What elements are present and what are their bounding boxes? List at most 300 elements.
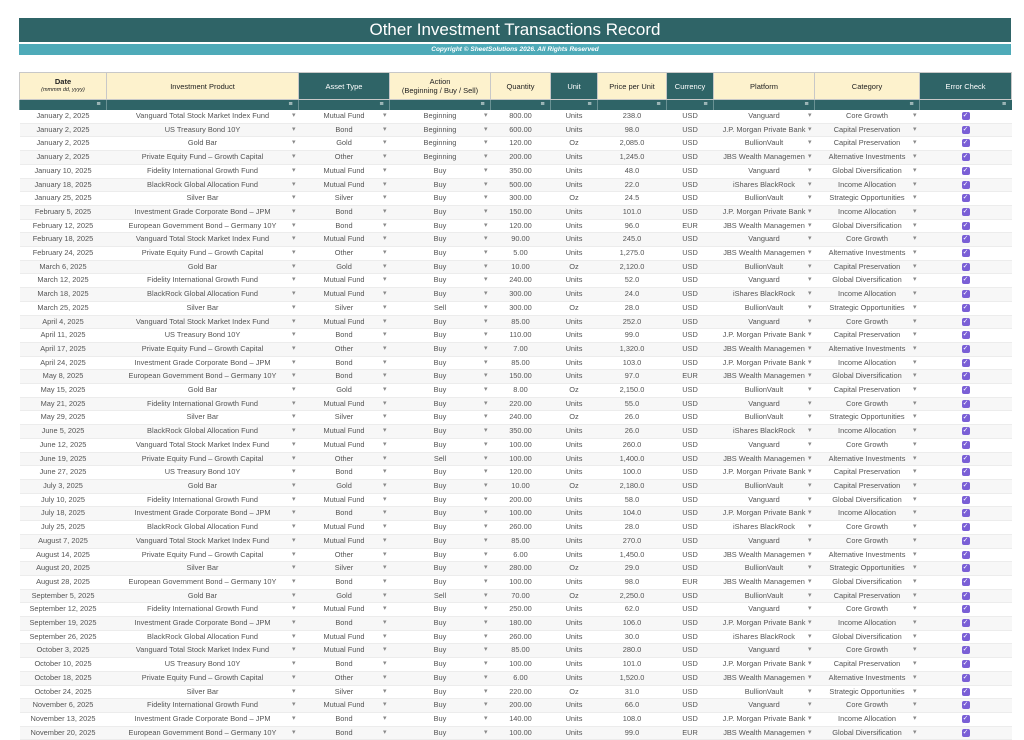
checkbox-checked-icon[interactable]: ✓ — [962, 673, 969, 681]
cell-action[interactable]: Beginning ▾ — [390, 110, 491, 123]
cell-category[interactable]: Strategic Opportunities ▾ — [815, 411, 920, 425]
cell-quantity[interactable]: 180.00 — [491, 617, 551, 631]
cell-asset-type[interactable]: Mutual Fund ▾ — [299, 233, 390, 247]
cell-platform[interactable]: iShares BlackRock ▾ — [714, 178, 815, 192]
checkbox-checked-icon[interactable]: ✓ — [962, 427, 969, 435]
filter-icon[interactable]: ≡ — [478, 101, 487, 109]
cell-price-per-unit[interactable]: 48.0 — [598, 164, 667, 178]
cell-unit[interactable]: Units — [551, 342, 598, 356]
cell-unit[interactable]: Units — [551, 123, 598, 137]
cell-unit[interactable]: Units — [551, 671, 598, 685]
cell-currency[interactable]: USD — [667, 562, 714, 576]
cell-category[interactable]: Core Growth ▾ — [815, 233, 920, 247]
cell-action[interactable]: Buy ▾ — [390, 479, 491, 493]
cell-category[interactable]: Capital Preservation ▾ — [815, 589, 920, 603]
cell-date[interactable]: September 26, 2025 — [20, 630, 107, 644]
cell-investment-product[interactable]: Vanguard Total Stock Market Index Fund ▾ — [107, 534, 299, 548]
checkbox-checked-icon[interactable]: ✓ — [962, 112, 969, 120]
cell-error-check[interactable] — [920, 411, 1012, 425]
cell-asset-type[interactable]: Bond ▾ — [299, 658, 390, 672]
cell-quantity[interactable]: 600.00 — [491, 123, 551, 137]
cell-platform[interactable]: J.P. Morgan Private Bank ▾ — [714, 658, 815, 672]
cell-category[interactable]: Core Growth ▾ — [815, 699, 920, 713]
cell-currency[interactable]: USD — [667, 425, 714, 439]
cell-error-check[interactable] — [920, 726, 1012, 740]
cell-action[interactable]: Buy ▾ — [390, 370, 491, 384]
cell-price-per-unit[interactable]: 28.0 — [598, 301, 667, 315]
cell-quantity[interactable]: 85.00 — [491, 356, 551, 370]
cell-investment-product[interactable]: Vanguard Total Stock Market Index Fund ▾ — [107, 438, 299, 452]
cell-price-per-unit[interactable]: 1,275.0 — [598, 247, 667, 261]
cell-error-check[interactable] — [920, 699, 1012, 713]
cell-platform[interactable]: Vanguard ▾ — [714, 644, 815, 658]
cell-quantity[interactable]: 800.00 — [491, 110, 551, 123]
cell-quantity[interactable]: 100.00 — [491, 658, 551, 672]
cell-price-per-unit[interactable]: 2,120.0 — [598, 260, 667, 274]
cell-price-per-unit[interactable]: 99.0 — [598, 726, 667, 740]
cell-price-per-unit[interactable]: 1,320.0 — [598, 342, 667, 356]
cell-asset-type[interactable]: Mutual Fund ▾ — [299, 178, 390, 192]
cell-quantity[interactable]: 10.00 — [491, 479, 551, 493]
cell-investment-product[interactable]: Investment Grade Corporate Bond – JPM ▾ — [107, 205, 299, 219]
cell-currency[interactable]: USD — [667, 123, 714, 137]
cell-action[interactable]: Buy ▾ — [390, 205, 491, 219]
cell-quantity[interactable]: 85.00 — [491, 644, 551, 658]
cell-date[interactable]: February 24, 2025 — [20, 247, 107, 261]
cell-currency[interactable]: USD — [667, 192, 714, 206]
cell-currency[interactable]: USD — [667, 233, 714, 247]
cell-date[interactable]: January 2, 2025 — [20, 151, 107, 165]
cell-action[interactable]: Buy ▾ — [390, 466, 491, 480]
cell-currency[interactable]: USD — [667, 411, 714, 425]
checkbox-checked-icon[interactable]: ✓ — [962, 454, 969, 462]
cell-action[interactable]: Buy ▾ — [390, 712, 491, 726]
cell-platform[interactable]: iShares BlackRock ▾ — [714, 288, 815, 302]
cell-category[interactable]: Core Growth ▾ — [815, 110, 920, 123]
cell-asset-type[interactable]: Bond ▾ — [299, 205, 390, 219]
cell-investment-product[interactable]: Gold Bar ▾ — [107, 479, 299, 493]
cell-error-check[interactable] — [920, 315, 1012, 329]
cell-category[interactable]: Core Growth ▾ — [815, 534, 920, 548]
checkbox-checked-icon[interactable]: ✓ — [962, 523, 969, 531]
checkbox-checked-icon[interactable]: ✓ — [962, 317, 969, 325]
cell-currency[interactable]: USD — [667, 301, 714, 315]
cell-date[interactable]: May 15, 2025 — [20, 384, 107, 398]
cell-price-per-unit[interactable]: 2,150.0 — [598, 384, 667, 398]
checkbox-checked-icon[interactable]: ✓ — [962, 221, 969, 229]
cell-asset-type[interactable]: Bond ▾ — [299, 466, 390, 480]
cell-price-per-unit[interactable]: 22.0 — [598, 178, 667, 192]
cell-unit[interactable]: Units — [551, 630, 598, 644]
cell-asset-type[interactable]: Mutual Fund ▾ — [299, 315, 390, 329]
cell-error-check[interactable] — [920, 397, 1012, 411]
cell-platform[interactable]: JBS Wealth Managemen ▾ — [714, 671, 815, 685]
checkbox-checked-icon[interactable]: ✓ — [962, 345, 969, 352]
cell-quantity[interactable]: 100.00 — [491, 575, 551, 589]
cell-currency[interactable]: USD — [667, 685, 714, 699]
cell-price-per-unit[interactable]: 98.0 — [598, 575, 667, 589]
cell-action[interactable]: Buy ▾ — [390, 342, 491, 356]
filter-icon[interactable]: ≡ — [654, 101, 663, 109]
cell-currency[interactable]: USD — [667, 548, 714, 562]
cell-error-check[interactable] — [920, 123, 1012, 137]
cell-unit[interactable]: Oz — [551, 137, 598, 151]
checkbox-checked-icon[interactable]: ✓ — [962, 303, 969, 311]
cell-price-per-unit[interactable]: 101.0 — [598, 658, 667, 672]
cell-asset-type[interactable]: Mutual Fund ▾ — [299, 630, 390, 644]
cell-category[interactable]: Income Allocation ▾ — [815, 356, 920, 370]
cell-error-check[interactable] — [920, 370, 1012, 384]
cell-currency[interactable]: USD — [667, 397, 714, 411]
cell-error-check[interactable] — [920, 274, 1012, 288]
cell-category[interactable]: Global Diversification ▾ — [815, 575, 920, 589]
cell-currency[interactable]: EUR — [667, 726, 714, 740]
cell-error-check[interactable] — [920, 466, 1012, 480]
cell-asset-type[interactable]: Mutual Fund ▾ — [299, 493, 390, 507]
cell-asset-type[interactable]: Bond ▾ — [299, 617, 390, 631]
cell-date[interactable]: January 2, 2025 — [20, 123, 107, 137]
cell-unit[interactable]: Units — [551, 315, 598, 329]
cell-date[interactable]: January 2, 2025 — [20, 137, 107, 151]
cell-platform[interactable]: Vanguard ▾ — [714, 397, 815, 411]
cell-unit[interactable]: Units — [551, 548, 598, 562]
cell-date[interactable]: July 10, 2025 — [20, 493, 107, 507]
cell-platform[interactable]: Vanguard ▾ — [714, 603, 815, 617]
cell-investment-product[interactable]: Vanguard Total Stock Market Index Fund ▾ — [107, 315, 299, 329]
cell-category[interactable]: Income Allocation ▾ — [815, 425, 920, 439]
cell-asset-type[interactable]: Silver ▾ — [299, 562, 390, 576]
cell-asset-type[interactable]: Silver ▾ — [299, 411, 390, 425]
cell-quantity[interactable]: 10.00 — [491, 260, 551, 274]
cell-currency[interactable]: USD — [667, 534, 714, 548]
cell-currency[interactable]: USD — [667, 507, 714, 521]
checkbox-checked-icon[interactable]: ✓ — [962, 687, 969, 695]
cell-quantity[interactable]: 300.00 — [491, 192, 551, 206]
cell-unit[interactable]: Units — [551, 274, 598, 288]
cell-platform[interactable]: Vanguard ▾ — [714, 110, 815, 123]
checkbox-checked-icon[interactable]: ✓ — [962, 235, 969, 243]
cell-date[interactable]: September 5, 2025 — [20, 589, 107, 603]
cell-date[interactable]: November 6, 2025 — [20, 699, 107, 713]
cell-platform[interactable]: JBS Wealth Managemen ▾ — [714, 726, 815, 740]
checkbox-checked-icon[interactable]: ✓ — [962, 331, 969, 339]
cell-action[interactable]: Buy ▾ — [390, 575, 491, 589]
cell-investment-product[interactable]: Silver Bar ▾ — [107, 301, 299, 315]
cell-category[interactable]: Global Diversification ▾ — [815, 164, 920, 178]
cell-quantity[interactable]: 150.00 — [491, 370, 551, 384]
filter-icon[interactable]: ≡ — [286, 101, 295, 109]
cell-price-per-unit[interactable]: 28.0 — [598, 521, 667, 535]
cell-currency[interactable]: USD — [667, 466, 714, 480]
cell-quantity[interactable]: 140.00 — [491, 712, 551, 726]
filter-icon[interactable]: ≡ — [538, 101, 547, 109]
cell-platform[interactable]: J.P. Morgan Private Bank ▾ — [714, 205, 815, 219]
checkbox-checked-icon[interactable]: ✓ — [962, 660, 969, 668]
cell-asset-type[interactable]: Mutual Fund ▾ — [299, 644, 390, 658]
cell-currency[interactable]: USD — [667, 479, 714, 493]
cell-unit[interactable]: Units — [551, 521, 598, 535]
cell-action[interactable]: Buy ▾ — [390, 192, 491, 206]
checkbox-checked-icon[interactable]: ✓ — [962, 646, 969, 654]
cell-error-check[interactable] — [920, 342, 1012, 356]
cell-action[interactable]: Buy ▾ — [390, 233, 491, 247]
cell-unit[interactable]: Units — [551, 493, 598, 507]
cell-action[interactable]: Buy ▾ — [390, 521, 491, 535]
cell-investment-product[interactable]: Private Equity Fund – Growth Capital ▾ — [107, 452, 299, 466]
cell-asset-type[interactable]: Bond ▾ — [299, 219, 390, 233]
cell-date[interactable]: March 6, 2025 — [20, 260, 107, 274]
checkbox-checked-icon[interactable]: ✓ — [962, 207, 969, 215]
cell-unit[interactable]: Units — [551, 151, 598, 165]
cell-error-check[interactable] — [920, 493, 1012, 507]
cell-category[interactable]: Alternative Investments ▾ — [815, 342, 920, 356]
cell-asset-type[interactable]: Bond ▾ — [299, 356, 390, 370]
cell-currency[interactable]: EUR — [667, 370, 714, 384]
checkbox-checked-icon[interactable]: ✓ — [962, 701, 969, 709]
cell-error-check[interactable] — [920, 685, 1012, 699]
cell-unit[interactable]: Units — [551, 452, 598, 466]
cell-investment-product[interactable]: Fidelity International Growth Fund ▾ — [107, 164, 299, 178]
cell-asset-type[interactable]: Other ▾ — [299, 671, 390, 685]
cell-platform[interactable]: Vanguard ▾ — [714, 274, 815, 288]
cell-error-check[interactable] — [920, 452, 1012, 466]
cell-platform[interactable]: iShares BlackRock ▾ — [714, 425, 815, 439]
cell-asset-type[interactable]: Bond ▾ — [299, 507, 390, 521]
cell-date[interactable]: October 3, 2025 — [20, 644, 107, 658]
cell-error-check[interactable] — [920, 671, 1012, 685]
cell-action[interactable]: Buy ▾ — [390, 562, 491, 576]
cell-currency[interactable]: USD — [667, 617, 714, 631]
cell-action[interactable]: Buy ▾ — [390, 315, 491, 329]
cell-unit[interactable]: Units — [551, 699, 598, 713]
checkbox-checked-icon[interactable]: ✓ — [962, 591, 969, 599]
cell-price-per-unit[interactable]: 1,245.0 — [598, 151, 667, 165]
cell-quantity[interactable]: 220.00 — [491, 685, 551, 699]
cell-error-check[interactable] — [920, 288, 1012, 302]
cell-date[interactable]: March 12, 2025 — [20, 274, 107, 288]
cell-date[interactable]: October 18, 2025 — [20, 671, 107, 685]
cell-quantity[interactable]: 110.00 — [491, 329, 551, 343]
cell-quantity[interactable]: 120.00 — [491, 466, 551, 480]
cell-platform[interactable]: J.P. Morgan Private Bank ▾ — [714, 712, 815, 726]
filter-icon[interactable]: ≡ — [701, 101, 710, 109]
cell-error-check[interactable] — [920, 425, 1012, 439]
cell-category[interactable]: Strategic Opportunities ▾ — [815, 192, 920, 206]
checkbox-checked-icon[interactable]: ✓ — [962, 372, 969, 380]
cell-date[interactable]: February 5, 2025 — [20, 205, 107, 219]
cell-quantity[interactable]: 150.00 — [491, 205, 551, 219]
cell-unit[interactable]: Units — [551, 397, 598, 411]
cell-action[interactable]: Sell ▾ — [390, 589, 491, 603]
cell-action[interactable]: Buy ▾ — [390, 630, 491, 644]
cell-quantity[interactable]: 260.00 — [491, 521, 551, 535]
cell-date[interactable]: May 29, 2025 — [20, 411, 107, 425]
cell-action[interactable]: Buy ▾ — [390, 425, 491, 439]
cell-error-check[interactable] — [920, 658, 1012, 672]
cell-platform[interactable]: J.P. Morgan Private Bank ▾ — [714, 329, 815, 343]
cell-asset-type[interactable]: Bond ▾ — [299, 712, 390, 726]
cell-price-per-unit[interactable]: 97.0 — [598, 370, 667, 384]
cell-platform[interactable]: JBS Wealth Managemen ▾ — [714, 151, 815, 165]
cell-price-per-unit[interactable]: 62.0 — [598, 603, 667, 617]
checkbox-checked-icon[interactable]: ✓ — [962, 577, 969, 585]
cell-date[interactable]: July 18, 2025 — [20, 507, 107, 521]
cell-price-per-unit[interactable]: 31.0 — [598, 685, 667, 699]
cell-action[interactable]: Buy ▾ — [390, 548, 491, 562]
cell-category[interactable]: Global Diversification ▾ — [815, 219, 920, 233]
cell-currency[interactable]: USD — [667, 342, 714, 356]
cell-currency[interactable]: USD — [667, 438, 714, 452]
cell-platform[interactable]: Vanguard ▾ — [714, 699, 815, 713]
cell-price-per-unit[interactable]: 58.0 — [598, 493, 667, 507]
cell-unit[interactable]: Units — [551, 712, 598, 726]
cell-category[interactable]: Alternative Investments ▾ — [815, 548, 920, 562]
cell-currency[interactable]: USD — [667, 329, 714, 343]
checkbox-checked-icon[interactable]: ✓ — [962, 468, 969, 476]
cell-currency[interactable]: USD — [667, 644, 714, 658]
cell-price-per-unit[interactable]: 252.0 — [598, 315, 667, 329]
cell-investment-product[interactable]: BlackRock Global Allocation Fund ▾ — [107, 288, 299, 302]
cell-date[interactable]: August 20, 2025 — [20, 562, 107, 576]
checkbox-checked-icon[interactable]: ✓ — [962, 386, 969, 394]
checkbox-checked-icon[interactable]: ✓ — [962, 495, 969, 503]
cell-asset-type[interactable]: Bond ▾ — [299, 575, 390, 589]
cell-asset-type[interactable]: Other ▾ — [299, 151, 390, 165]
cell-investment-product[interactable]: Investment Grade Corporate Bond – JPM ▾ — [107, 712, 299, 726]
cell-asset-type[interactable]: Gold ▾ — [299, 384, 390, 398]
cell-quantity[interactable]: 5.00 — [491, 247, 551, 261]
cell-error-check[interactable] — [920, 247, 1012, 261]
checkbox-checked-icon[interactable]: ✓ — [962, 564, 969, 572]
cell-date[interactable]: January 25, 2025 — [20, 192, 107, 206]
cell-date[interactable]: January 18, 2025 — [20, 178, 107, 192]
cell-unit[interactable]: Units — [551, 329, 598, 343]
cell-asset-type[interactable]: Other ▾ — [299, 548, 390, 562]
cell-unit[interactable]: Oz — [551, 384, 598, 398]
cell-category[interactable]: Global Diversification ▾ — [815, 370, 920, 384]
cell-unit[interactable]: Units — [551, 658, 598, 672]
cell-investment-product[interactable]: European Government Bond – Germany 10Y ▾ — [107, 575, 299, 589]
cell-investment-product[interactable]: BlackRock Global Allocation Fund ▾ — [107, 178, 299, 192]
cell-quantity[interactable]: 200.00 — [491, 151, 551, 165]
cell-platform[interactable]: BullionVault ▾ — [714, 685, 815, 699]
checkbox-checked-icon[interactable]: ✓ — [962, 166, 969, 174]
cell-price-per-unit[interactable]: 1,400.0 — [598, 452, 667, 466]
cell-category[interactable]: Income Allocation ▾ — [815, 178, 920, 192]
cell-investment-product[interactable]: Private Equity Fund – Growth Capital ▾ — [107, 342, 299, 356]
cell-investment-product[interactable]: Gold Bar ▾ — [107, 384, 299, 398]
cell-error-check[interactable] — [920, 479, 1012, 493]
cell-asset-type[interactable]: Bond ▾ — [299, 370, 390, 384]
cell-category[interactable]: Income Allocation ▾ — [815, 507, 920, 521]
cell-price-per-unit[interactable]: 30.0 — [598, 630, 667, 644]
cell-category[interactable]: Strategic Opportunities ▾ — [815, 301, 920, 315]
cell-investment-product[interactable]: Vanguard Total Stock Market Index Fund ▾ — [107, 644, 299, 658]
cell-currency[interactable]: USD — [667, 356, 714, 370]
cell-currency[interactable]: USD — [667, 384, 714, 398]
cell-quantity[interactable]: 200.00 — [491, 493, 551, 507]
checkbox-checked-icon[interactable]: ✓ — [962, 619, 969, 627]
cell-currency[interactable]: USD — [667, 247, 714, 261]
cell-quantity[interactable]: 220.00 — [491, 397, 551, 411]
cell-unit[interactable]: Units — [551, 425, 598, 439]
cell-category[interactable]: Core Growth ▾ — [815, 315, 920, 329]
cell-unit[interactable]: Units — [551, 603, 598, 617]
cell-investment-product[interactable]: Vanguard Total Stock Market Index Fund ▾ — [107, 233, 299, 247]
cell-quantity[interactable]: 350.00 — [491, 425, 551, 439]
cell-unit[interactable]: Oz — [551, 589, 598, 603]
cell-platform[interactable]: J.P. Morgan Private Bank ▾ — [714, 356, 815, 370]
cell-action[interactable]: Buy ▾ — [390, 685, 491, 699]
cell-error-check[interactable] — [920, 110, 1012, 123]
cell-error-check[interactable] — [920, 589, 1012, 603]
cell-investment-product[interactable]: Gold Bar ▾ — [107, 589, 299, 603]
checkbox-checked-icon[interactable]: ✓ — [962, 262, 969, 270]
cell-action[interactable]: Buy ▾ — [390, 644, 491, 658]
filter-icon[interactable]: ≡ — [377, 101, 386, 109]
checkbox-checked-icon[interactable]: ✓ — [962, 413, 969, 421]
cell-error-check[interactable] — [920, 644, 1012, 658]
cell-currency[interactable]: USD — [667, 671, 714, 685]
cell-unit[interactable]: Units — [551, 507, 598, 521]
cell-investment-product[interactable]: Vanguard Total Stock Market Index Fund ▾ — [107, 110, 299, 123]
cell-asset-type[interactable]: Mutual Fund ▾ — [299, 274, 390, 288]
cell-platform[interactable]: Vanguard ▾ — [714, 315, 815, 329]
cell-price-per-unit[interactable]: 2,180.0 — [598, 479, 667, 493]
cell-action[interactable]: Buy ▾ — [390, 534, 491, 548]
cell-category[interactable]: Core Growth ▾ — [815, 438, 920, 452]
cell-investment-product[interactable]: Gold Bar ▾ — [107, 137, 299, 151]
cell-investment-product[interactable]: Silver Bar ▾ — [107, 192, 299, 206]
cell-currency[interactable]: USD — [667, 452, 714, 466]
cell-price-per-unit[interactable]: 103.0 — [598, 356, 667, 370]
cell-investment-product[interactable]: Investment Grade Corporate Bond – JPM ▾ — [107, 507, 299, 521]
cell-investment-product[interactable]: Investment Grade Corporate Bond – JPM ▾ — [107, 356, 299, 370]
checkbox-checked-icon[interactable]: ✓ — [962, 440, 969, 448]
cell-investment-product[interactable]: BlackRock Global Allocation Fund ▾ — [107, 521, 299, 535]
cell-error-check[interactable] — [920, 438, 1012, 452]
cell-price-per-unit[interactable]: 66.0 — [598, 699, 667, 713]
cell-category[interactable]: Global Diversification ▾ — [815, 493, 920, 507]
cell-unit[interactable]: Oz — [551, 192, 598, 206]
cell-error-check[interactable] — [920, 356, 1012, 370]
cell-date[interactable]: March 18, 2025 — [20, 288, 107, 302]
cell-date[interactable]: February 18, 2025 — [20, 233, 107, 247]
cell-platform[interactable]: BullionVault ▾ — [714, 192, 815, 206]
cell-asset-type[interactable]: Gold ▾ — [299, 137, 390, 151]
cell-quantity[interactable]: 85.00 — [491, 534, 551, 548]
cell-asset-type[interactable]: Bond ▾ — [299, 123, 390, 137]
cell-asset-type[interactable]: Mutual Fund ▾ — [299, 110, 390, 123]
cell-price-per-unit[interactable]: 104.0 — [598, 507, 667, 521]
cell-platform[interactable]: JBS Wealth Managemen ▾ — [714, 370, 815, 384]
cell-price-per-unit[interactable]: 2,250.0 — [598, 589, 667, 603]
cell-investment-product[interactable]: Investment Grade Corporate Bond – JPM ▾ — [107, 617, 299, 631]
cell-quantity[interactable]: 240.00 — [491, 274, 551, 288]
cell-category[interactable]: Capital Preservation ▾ — [815, 479, 920, 493]
cell-currency[interactable]: USD — [667, 699, 714, 713]
cell-investment-product[interactable]: Private Equity Fund – Growth Capital ▾ — [107, 671, 299, 685]
cell-date[interactable]: January 10, 2025 — [20, 164, 107, 178]
cell-date[interactable]: July 3, 2025 — [20, 479, 107, 493]
cell-price-per-unit[interactable]: 1,520.0 — [598, 671, 667, 685]
checkbox-checked-icon[interactable]: ✓ — [962, 632, 969, 640]
cell-unit[interactable]: Units — [551, 617, 598, 631]
cell-action[interactable]: Buy ▾ — [390, 178, 491, 192]
cell-currency[interactable]: USD — [667, 260, 714, 274]
cell-date[interactable]: July 25, 2025 — [20, 521, 107, 535]
cell-currency[interactable]: USD — [667, 521, 714, 535]
